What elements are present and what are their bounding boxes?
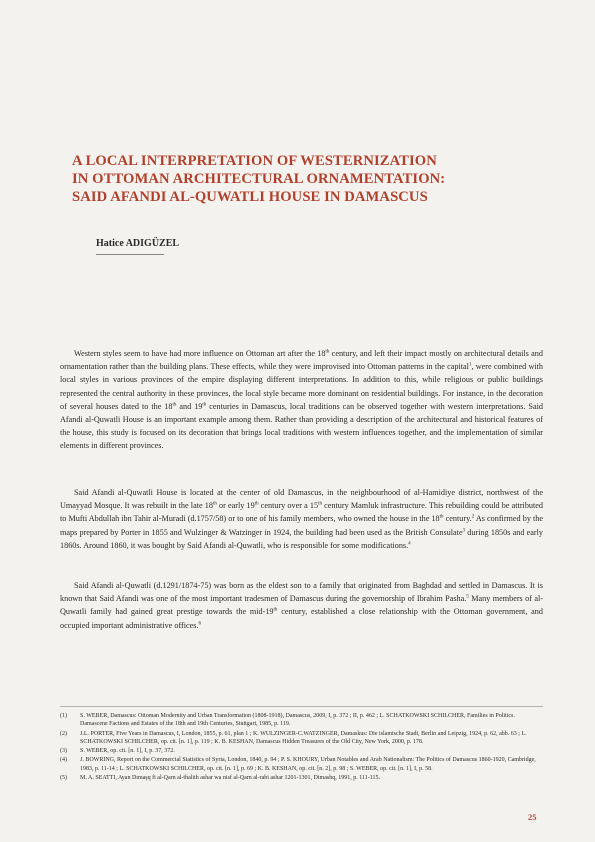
text-segment: century. [443,514,472,524]
author-name: Hatice ADIGÜZEL [96,238,180,249]
footnote-ref[interactable]: 4 [408,541,411,547]
footnote-text: S. WEBER, Damascus: Ottoman Modernity and Urban Transformation (1808-1918), Damascus, 2009, I, p. 372 ; II, p. 462 ; L. SCHATKOWSKI SCHILCHER, Families in Politics. Damascene Factions and Estates of the 18th and 19th Centuries, Stuttgart, 1985, p. 119. [80,713,515,728]
ordinal-suffix: th [273,607,278,613]
footnote-ref[interactable]: 5 [466,594,469,600]
footnote-list [60,712,543,783]
footnote-item [60,756,543,773]
page-number: 25 [528,812,537,822]
text-segment: century, established a close relationship with the Ottoman government, and occupied important administrative offices. [60,607,543,630]
footnote-number: (1) [60,713,67,719]
footnote-text: J.L. PORTER, Five Years in Damascus, I, London, 1855, p. 61, plan 1 ; K. WULZINGER-C.WATZINGER, Damaskus: Die islamische Stadt, Berlin and Leipzig, 1924, p. 62, abb. 63 ; L. SCHATKOWSKI SCHILCHER, op. cit. [n. 1], p. 119 ; K. B. KESHAN, Damascus Hidden Treasures of the Old City, New York, 2000, p. 178. [80,730,527,745]
text-segment: century over a 15 [258,501,319,511]
text-segment: As confirmed by the maps prepared by Porter in 1855 and Wulzinger & Watzinger in 1924, the building had been used as the British Consulate [60,514,543,537]
article-title [72,152,532,206]
paragraph-3 [60,579,543,632]
footnote-number: (2) [60,730,67,737]
footnote-ref[interactable]: 1 [468,362,472,368]
text-segment: century, and left their impact mostly on architectural details and ornamentation rather than the building plans. These effects, while they were improvised into Ottoman patterns in the capital [60,349,543,372]
author-underline [96,254,164,255]
footnote-item [60,747,543,755]
footnote-number: (3) [60,748,67,755]
footnote-item [60,774,543,782]
footnote-number: (4) [60,757,67,764]
ordinal-suffix: th [318,501,322,507]
ordinal-suffix: th [254,501,259,507]
text-segment: century Mamluk infrastructure. This rebuilding could be attributed to Mufti Abdullah ibn Tahir al-Muradi (d.1757/58) or to one of his family members, who owned the house in the 18 [60,501,544,524]
footnote-ref[interactable]: 3 [462,527,466,533]
footnote-number: (5) [60,775,67,782]
footnote-text: S. WEBER, op. cit. [n. 1], I, p. 37, 372. [80,748,175,755]
footnote-ref[interactable]: 6 [198,620,202,626]
text-segment: during 1850s and early 1860s. Around 1860, it was bought by Said Afandi al-Quwatli, who is responsible for some modifications. [60,527,543,550]
text-segment: Said Afandi al-Quwatli (d.1291/1874-75) was born as the eldest son to a family that originated from Baghdad and settled in Damascus. It is known that Said Afandi was one of the most important tradesmen of Damascus during the governorship of Ibrahim Pasha. [60,581,543,604]
text-segment: centuries in Damascus, local traditions can be observed together with western interpretations. Said Afandi al-Quwatli House is an important example among them. Rather than providing a description of the architectural and historical features of the house, this study is focused on its decoration that brings local traditions with western influences together, and the implementation of similar elements in different provinces. [60,401,543,451]
footnote-item [60,730,543,747]
text-segment: and 19 [176,401,203,411]
text-segment: , were combined with local styles in various provinces of the empire displaying different interpretations. In addition to this, while religious or public buildings represented the central authority in these provinces, the local style became more dominant on residential buildings. For instance, in the decoration of several houses dated to the 18 [60,362,544,411]
text-segment: or early 19 [216,501,255,511]
footnote-divider [60,706,543,707]
paragraph-1 [60,347,543,453]
title-line-3: SAID AFANDI AL-QUWATLI HOUSE IN DAMASCUS [72,189,428,205]
text-segment: Western styles seem to have had more influence on Ottoman art after the 18 [74,349,326,358]
ordinal-suffix: th [439,514,444,520]
footnote-text: J. BOWRING, Report on the Commercial Statistics of Syria, London, 1840, p. 94 ; P. S. KHOURY, Urban Notables and Arab Nationalism: The Politics of Damascus 1860-1920, Cambridge, 1983, p. 11-14 ; L. SCHATKOWSKI SCHILCHER, op. cit. [n. 1], p. 69 ; K. B. KESHAN, op. cit. [n. 2], p. 98 ; S. WEBER, op. cit. [n. 1], I, p. 58. [80,757,536,772]
footnote-ref[interactable]: 2 [471,514,475,520]
title-line-1: A LOCAL INTERPRETATION OF WESTERNIZATION [72,153,437,169]
title-line-2: IN OTTOMAN ARCHITECTURAL ORNAMENTATION: [72,171,446,187]
paragraph-2 [60,486,543,552]
text-segment: Said Afandi al-Quwatli House is located at the center of old Damascus, in the neighbourhood of al-Hamidiye district, northwest of the Umayyad Mosque. It was rebuilt in the late 18 [60,488,543,511]
ordinal-suffix: th [202,402,207,408]
footnote-item [60,712,543,729]
ordinal-suffix: th [172,402,177,408]
footnote-text: M. A. SEATTI, Ayan Dımaşq fi al-Qarn al-thalith ashar wa nisf al-Qarn al-rabi ashar 1201-1301, Dimashq, 1991, p. 111-115. [80,775,381,782]
ordinal-suffix: th [212,501,217,507]
text-segment: Many members of al-Quwatli family had gained great prestige towards the mid-19 [60,594,543,617]
ordinal-suffix: th [325,349,330,355]
